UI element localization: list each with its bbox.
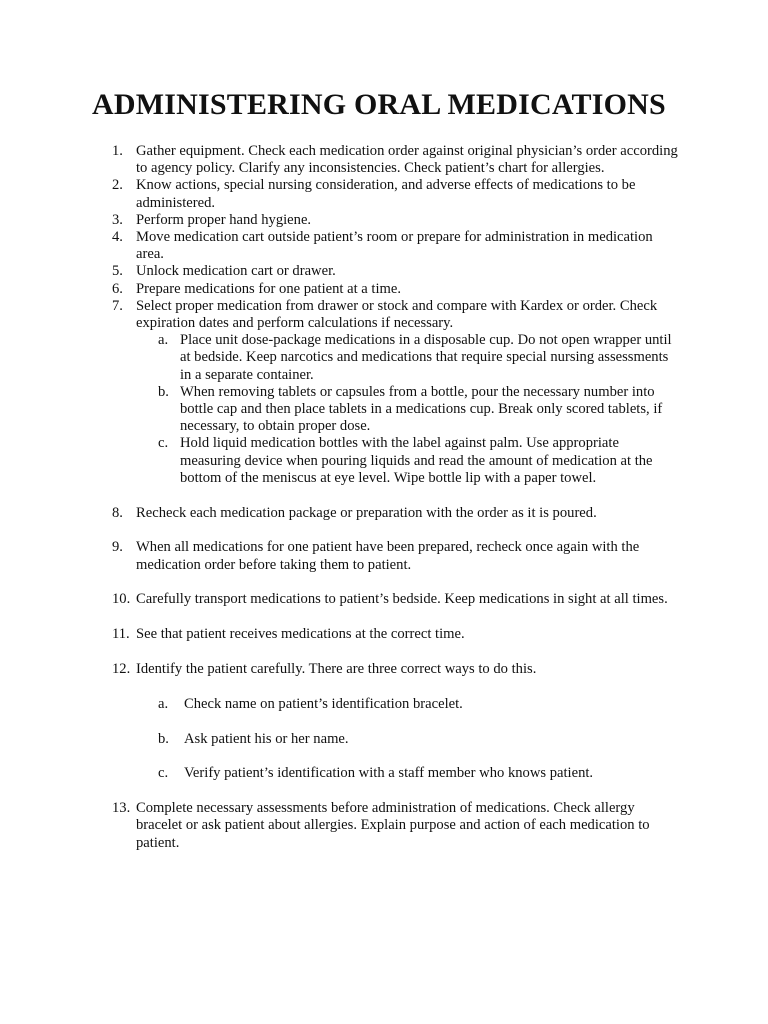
step-text: Perform proper hand hygiene. bbox=[136, 211, 312, 228]
step-12-substeps bbox=[136, 696, 680, 783]
substep-text: Verify patient’s identification with a staff member who knows patient. bbox=[184, 765, 594, 782]
step-number: 1. bbox=[112, 143, 123, 159]
step-number: 4. bbox=[112, 229, 123, 246]
step-number: 9. bbox=[112, 539, 123, 556]
step-text: Move medication cart outside patient’s room or prepare for administration in medication area. bbox=[136, 229, 653, 263]
step-number: 8. bbox=[112, 504, 123, 521]
step-text: Recheck each medication package or preparation with the order as it is poured. bbox=[136, 504, 597, 521]
step-text: Unlock medication cart or drawer. bbox=[136, 263, 336, 280]
step-7 bbox=[0, 298, 680, 487]
substep-12b bbox=[158, 730, 680, 748]
procedure-steps bbox=[0, 143, 768, 852]
step-12 bbox=[0, 661, 680, 783]
substep-letter: c. bbox=[158, 765, 169, 782]
substep-text: When removing tablets or capsules from a bottle, pour the necessary number into bottle cap and then place tablets in a medications cup. Break only scored tablets, if necessary, to obtain proper dose. bbox=[180, 383, 663, 435]
substep-text: Ask patient his or her name. bbox=[184, 730, 349, 747]
step-number: 7. bbox=[112, 297, 123, 314]
step-6 bbox=[0, 281, 680, 298]
step-number: 13. bbox=[112, 800, 131, 817]
substep-letter: b. bbox=[158, 383, 169, 400]
step-2 bbox=[0, 177, 680, 211]
step-number: 10. bbox=[112, 591, 131, 608]
step-3 bbox=[0, 212, 680, 229]
step-text: Select proper medication from drawer or stock and compare with Kardex or order. Check expiration dates and perform calculations if necessary. bbox=[136, 297, 658, 332]
step-7-substeps bbox=[136, 332, 680, 487]
step-number: 6. bbox=[112, 280, 123, 297]
substep-text: Hold liquid medication bottles with the label against palm. Use appropriate measuring device when pouring liquids and read the amount of medication at the bottom of the meniscus at eye level. Wipe bottle lip with a paper towel. bbox=[180, 435, 653, 486]
step-5 bbox=[0, 263, 680, 280]
step-13 bbox=[0, 800, 680, 852]
step-text: Complete necessary assessments before administration of medications. Check allergy bracelet or ask patient about allergies. Explain purpose and action of each medication to patient. bbox=[136, 800, 650, 851]
substep-text: Check name on patient’s identification bracelet. bbox=[184, 695, 463, 712]
document-title: ADMINISTERING ORAL MEDICATIONS bbox=[92, 88, 666, 121]
step-text: Carefully transport medications to patient’s bedside. Keep medications in sight at all times. bbox=[136, 591, 668, 608]
substep-letter: c. bbox=[158, 435, 169, 452]
substep-7b bbox=[158, 383, 680, 436]
substep-text: Place unit dose-package medications in a disposable cup. Do not open wrapper until at bedside. Keep narcotics and medications that require special nursing assessments in a separate container. bbox=[180, 332, 672, 383]
step-10 bbox=[0, 591, 680, 608]
substep-7a bbox=[158, 332, 680, 384]
step-number: 5. bbox=[112, 263, 123, 280]
substep-letter: a. bbox=[158, 332, 169, 349]
substep-letter: b. bbox=[158, 730, 169, 747]
step-1 bbox=[0, 143, 680, 177]
step-number: 3. bbox=[112, 211, 123, 228]
step-text: Gather equipment. Check each medication order against original physician’s order according to agency policy. Clarify any inconsistencies. Check patient’s chart for allergies. bbox=[136, 143, 678, 177]
step-9 bbox=[0, 539, 680, 573]
substep-7c bbox=[158, 435, 680, 487]
step-4 bbox=[0, 229, 680, 263]
step-text: When all medications for one patient have been prepared, recheck once again with the medication order before taking them to patient. bbox=[136, 539, 640, 573]
step-number: 12. bbox=[112, 661, 131, 678]
step-text: Know actions, special nursing consideration, and adverse effects of medications to be administered. bbox=[136, 177, 636, 211]
step-text: Identify the patient carefully. There are three correct ways to do this. bbox=[136, 661, 537, 678]
step-11 bbox=[0, 626, 680, 643]
step-number: 2. bbox=[112, 177, 123, 194]
step-number: 11. bbox=[112, 626, 130, 643]
substep-letter: a. bbox=[158, 695, 169, 712]
substep-12c bbox=[158, 765, 680, 782]
substep-12a bbox=[158, 695, 680, 713]
step-text: Prepare medications for one patient at a time. bbox=[136, 280, 402, 297]
step-8 bbox=[0, 505, 680, 522]
step-text: See that patient receives medications at the correct time. bbox=[136, 626, 465, 643]
